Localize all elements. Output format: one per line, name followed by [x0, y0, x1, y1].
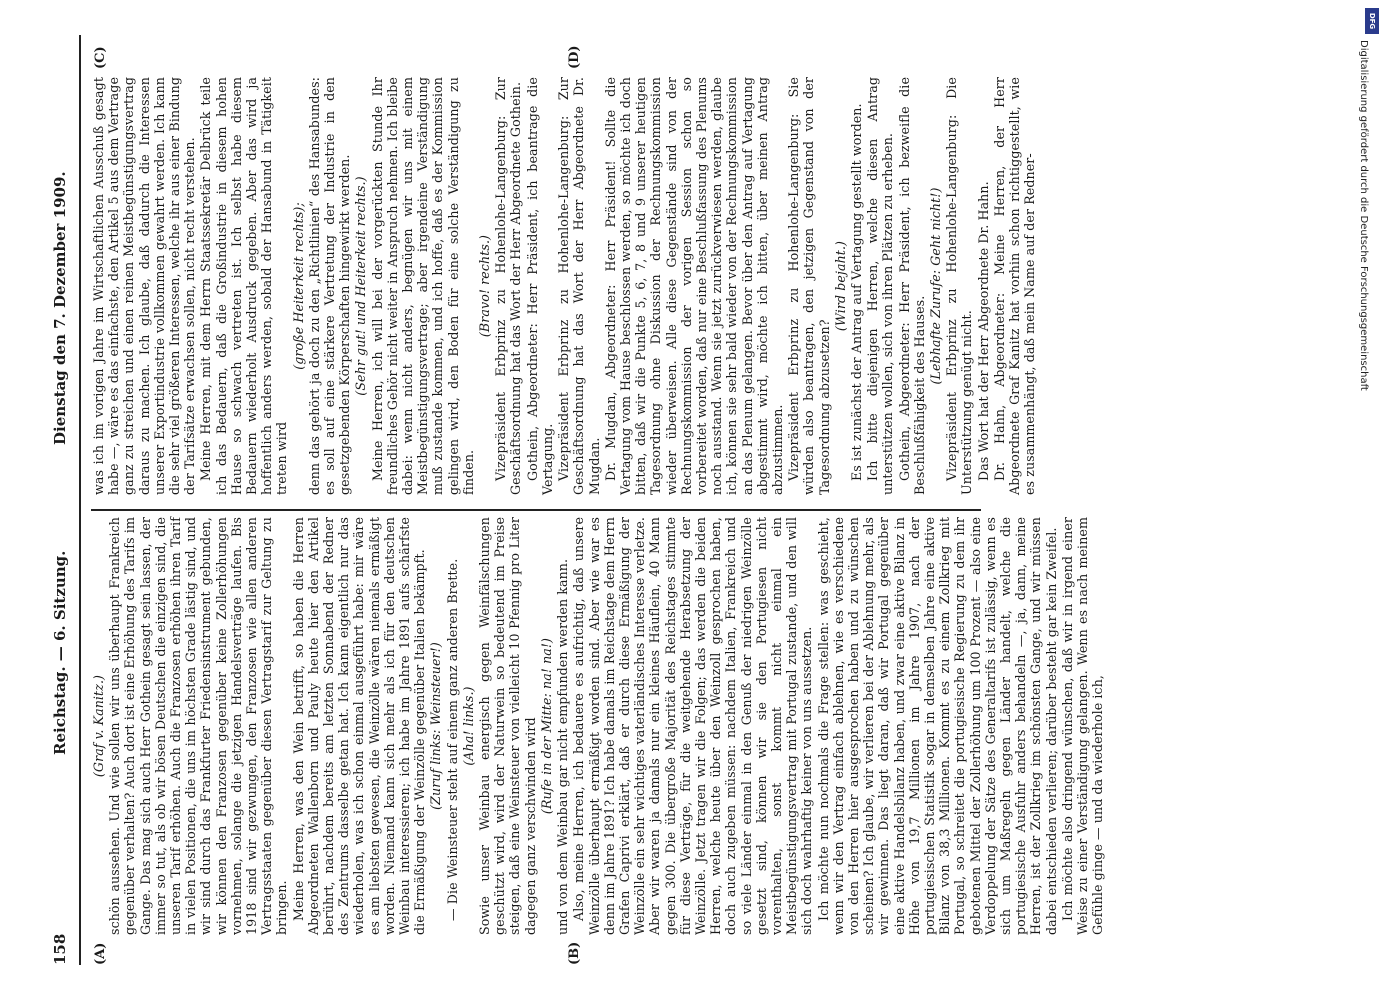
interjection: (Zuruf links: Weinsteuer!): [428, 642, 444, 810]
margin-marker-d: (D): [567, 45, 582, 69]
interjection: (Rufe in der Mitte: na! na!): [538, 637, 554, 815]
interjection: (Aha! links.): [460, 686, 476, 766]
paragraph: Vizepräsident Erbprinz zu Hohenlohe-Langenburg: Zur Geschäftsordnung hat das Wort der Herr Abgeordnete Gothein.: [493, 77, 524, 495]
interjection: (Wird bejaht.): [832, 240, 848, 332]
interjection: (Lebhafte Zurufe: Geht nicht!): [927, 187, 943, 385]
paragraph: Ich möchte also dringend wünschen, daß wir in irgend einer Weise zu einer Verständigung gelangen. Wenn es nach meinem Gefühle ginge — und da wiederhole ich,: [1059, 517, 1106, 935]
text-column-left: [91, 517, 1106, 935]
column-divider: [91, 510, 981, 512]
paragraph: Das Wort hat der Herr Abgeordnete Dr. Hahn.: [975, 181, 991, 481]
speaker-note: (Graf v. Kanitz.): [91, 674, 106, 778]
rotated-page-content: [47, 35, 1337, 965]
paragraph: Meine Herren, ich will bei der vorgerückten Stunde Ihr freundliches Gehör nicht weiter in Anspruch nehmen. Ich bleibe dabei: wenn nicht anders, begnügen wir uns mit einem Meistbegünstigungsvertrage; aber irgendeine Verständigung muß zustande kommen, und ich hoffe, daß es der Kommission gelingen wird, den Boden für eine solche Verständigung zu finden.: [369, 77, 476, 495]
paragraph: Vizepräsident Erbprinz zu Hohenlohe-Langenburg: Sie würden also beantragen, den jetzigen Gegenstand von der Tagesordnung abzusetzen?: [786, 77, 832, 495]
page-header: [47, 35, 77, 965]
header-left: Reichstag. — 6. Sitzung.: [51, 550, 69, 755]
paragraph: Es ist zunächst der Antrag auf Vertagung gestellt worden.: [848, 103, 864, 481]
paragraph: und von dem Weinbau gar nicht empfunden werden kann.: [555, 558, 571, 935]
paragraph: Also, meine Herren, ich bedauere es aufrichtig, daß unsere Weinzölle überhaupt ermäßigt worden sind. Aber wie war es denn im Jahre 1891? Ich habe damals im Reichstage dem Herrn Grafen Caprivi erklärt, daß er durch diese Ermäßigung der Weinzölle ein sehr wichtiges vaterländisches Interesse verletze. Aber wir waren ja damals nur ein kleines Häuflein, 40 Mann gegen 300. Die übergroße Majorität des Reichstages stimmte für diese Verträge, für die weitgehende Herabsetzung der Weinzölle. Jetzt tragen wir die Folgen; das werden die beiden Herren, welche heute über den Weinzoll gesprochen haben, doch auch zugeben müssen: nachdem Italien, Frankreich und so viele Länder einmal in den Genuß der niedrigen Weinzölle gesetzt sind, können wir sie den Portugiesen nicht vorenthalten, sonst kommt nicht einmal ein Meistbegünstigungsvertrag mit Portugal zustande, und den will sich doch wahrhaftig keiner von uns aussetzen.: [571, 517, 815, 935]
paragraph: was ich im vorigen Jahre im Wirtschaftlichen Ausschuß gesagt habe —, wäre es das einfachste, den Artikel 5 aus dem Vertrage ganz zu streichen und einen reinen Meistbegünstigungsvertrag daraus zu machen. Ich glaube, daß dadurch die Interessen unserer Exportindustrie vollkommen gewahrt werden. Ich kann die sehr viel größeren Interessen, welche ihr aus einer Bindung der Tarifsätze erwachsen sollen, nicht recht verstehen.: [91, 77, 198, 495]
header-rule: [79, 35, 81, 965]
digitization-note: Digitalisierung gefördert durch die Deutsche Forschungsgemeinschaft: [1358, 40, 1369, 391]
paragraph: schön aussehen. Und wie sollen wir uns überhaupt Frankreich gegenüber verhalten? Auch dort ist eine Erhöhung des Tarifs im Gange. Das mag sich auch Herr Gothein gesagt sein lassen, der immer so tut, als ob wir bösen Deutschen die einzigen sind, die unseren Tarif erhöhen. Auch die Franzosen erhöhen ihren Tarif in vielen Positionen, die uns im höchsten Grade lästig sind, und wir sind durch das Frankfurter Friedensinstrument gebunden, wir können den Franzosen gegenüber keine Zollerhöhungen vornehmen, solange die jetzigen Handelsverträge laufen. Bis 1918 sind wir gezwungen, den Franzosen wie allen anderen Vertragsstaaten gegenüber diesen Vertragstarif zur Geltung zu bringen.: [107, 517, 290, 935]
paragraph: Vizepräsident Erbprinz zu Hohenlohe-Langenburg: Die Unterstützung genügt nicht.: [944, 77, 975, 495]
dfg-logo: DFG: [1365, 8, 1379, 34]
paragraph: Ich möchte nun nochmals die Frage stellen: was geschieht, wenn wir den Vertrag einfach ablehnen, wie es verschiedene von den Herren hier ausgesprochen haben und zu wünschen scheinen? Ich glaube, wir verlieren bei der Ablehnung mehr, als wir gewinnen. Das liegt daran, daß wir Portugal gegenüber eine aktive Handelsbilanz haben, und zwar eine aktive Bilanz in Höhe von 19,7 Millionen im Jahre 1907, nach der portugiesischen Statistik sogar in demselben Jahre eine aktive Bilanz von 38,3 Millionen. Kommt es zu einem Zollkrieg mit Portugal, so schreitet die portugiesische Regierung zu dem ihr gebotenen Mittel der Zollerhöhung um 100 Prozent — also eine Verdoppelung der Sätze des Generaltarifs ist zulässig, wenn es sich um Maßregeln gegen Länder handelt, welche die portugiesische Ausfuhr anders behandeln —, ja, dann, meine Herren, ist der Zollkrieg im schönsten Gange, und wir müssen dabei entschieden verlieren; darüber besteht gar kein Zweifel.: [815, 517, 1059, 935]
paragraph: — Die Weinsteuer steht auf einem ganz anderen Brette.: [444, 558, 460, 921]
interjection: (große Heiterkeit rechts);: [290, 202, 306, 370]
paragraph: Gothein, Abgeordneter: Herr Präsident, ich beantrage die Vertagung.: [524, 77, 555, 495]
interjection: (Bravo! rechts.): [477, 234, 493, 338]
paragraph: Meine Herren, was den Wein betrifft, so haben die Herren Abgeordneten Wallenborn und Pauly heute hier den Artikel berührt, nachdem bereits am letzten Sonnabend der Redner des Zentrums dasselbe getan hat. Ich kann eigentlich nur das wiederholen, was ich schon einmal ausgeführt habe: mir wäre es am liebsten gewesen, die Weinzölle wären niemals ermäßigt worden. Niemand kann sich mehr als ich für den deutschen Weinbau interessieren; ich habe im Jahre 1891 aufs schärfste die Ermäßigung der Weinzölle gegenüber Italien bekämpft.: [290, 517, 428, 935]
margin-marker-b: (B): [567, 941, 582, 965]
paragraph: Dr. Hahn, Abgeordneter: Meine Herren, der Herr Abgeordnete Graf Kanitz hat vorhin schon richtiggestellt, wie es zusammenhängt, daß mein Name auf der Redner-: [991, 77, 1038, 495]
paragraph: Sowie unser Weinbau energisch gegen Weinfälschungen geschützt wird, wird der Naturwein so bedeutend im Preise steigen, daß eine Weinsteuer von vielleicht 10 Pfennig pro Liter dagegen ganz verschwinden wird: [477, 517, 538, 935]
interjection: (Sehr gut! und Heiterkeit rechts.): [353, 176, 369, 396]
margin-marker-a: (A): [93, 942, 108, 965]
paragraph: Ich bitte diejenigen Herren, welche diesen Antrag unterstützen wollen, sich von ihren Plätzen zu erheben.: [865, 77, 896, 495]
paragraph: Gothein, Abgeordneter: Herr Präsident, ich bezweifle die Beschlußfähigkeit des Hauses.: [896, 77, 927, 495]
page-number: 158: [51, 933, 69, 965]
paragraph: Meine Herren, mit dem Herrn Staatssekretär Delbrück teile ich das Bedauern, daß die Großindustrie in diesem hohen Hause so schwach vertreten ist. Ich selbst habe diesem Bedauern wiederholt Ausdruck gegeben. Aber das wird ja hoffentlich anders werden, sobald der Hansabund in Tätigkeit treten wird: [198, 77, 290, 495]
paragraph: denn das gehört ja doch zu den „Richtlinien“ des Hansabundes: es soll auf eine stärkere Vertretung der Industrie in den gesetzgebenden Körperschaften hingewirkt werden.: [306, 77, 353, 495]
text-column-right: [91, 77, 1038, 495]
paragraph: Vizepräsident Erbprinz zu Hohenlohe-Langenburg: Zur Geschäftsordnung hat das Wort der Herr Abgeordnete Dr. Mugdan.: [556, 77, 602, 495]
header-right: Dienstag den 7. Dezember 1909.: [51, 171, 69, 445]
paragraph: Dr. Mugdan, Abgeordneter: Herr Präsident! Sollte die Vertagung vom Hause beschlossen werden, so möchte ich doch bitten, daß wir die Punkte 5, 6, 7, 8 und 9 unserer heutigen Tagesordnung ohne Diskussion der Rechnungskommission wieder überweisen. Alle diese Gegenstände sind von der Rechnungskommission der vorigen Session schon so vorbereitet worden, daß nur eine Beschlußfassung des Plenums noch ausstand. Wenn sie jetzt zurückverwiesen werden, glaube ich, können sie sehr bald wieder von der Rechnungskommission an das Plenum gelangen. Bevor über den Antrag auf Vertagung abgestimmt wird, möchte ich bitten, über meinen Antrag abzustimmen.: [602, 77, 785, 495]
margin-marker-c: (C): [93, 46, 108, 69]
